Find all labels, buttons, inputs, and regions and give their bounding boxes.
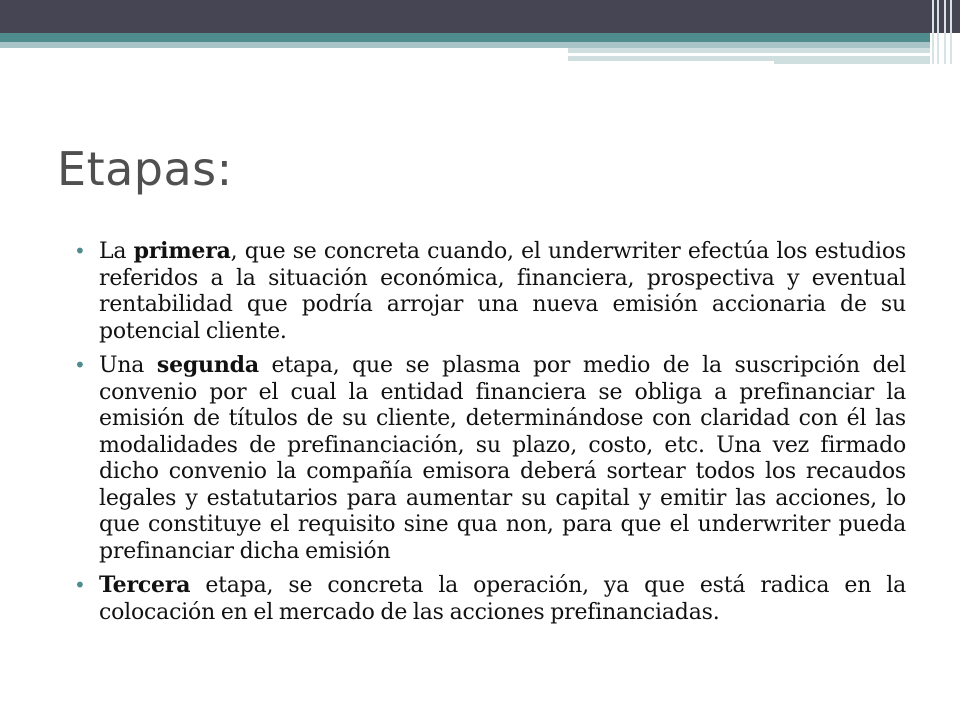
bullet-item xyxy=(74,352,906,565)
slide-content xyxy=(74,238,906,633)
bullet-item xyxy=(74,572,906,626)
header-stripe xyxy=(568,61,774,64)
bullet-text: Una segunda etapa, que se plasma por medio de la suscripción del convenio por el cual la entidad financiera se obliga a prefinanciar la emisión de títulos de su cliente, determinándose con claridad con él las modalidades de prefinanciación, su plazo, costo, etc. Una vez firmado dicho convenio la compañía emisora deberá sortear todos los recaudos legales y estatutarios para aumentar su capital y emitir las acciones, lo que constituye el requisito sine qua non, para que el underwriter pueda prefinanciar dicha emisión xyxy=(99,352,907,564)
bullet-item xyxy=(74,238,906,345)
bullet-icon: • xyxy=(74,353,86,377)
bullet-text: Tercera etapa, se concreta la operación, ya que está radica en la colocación en el mercado de las acciones prefinanciadas. xyxy=(99,572,906,625)
header-vertical-line xyxy=(932,0,934,64)
header-vertical-line xyxy=(937,0,939,64)
bullet-icon: • xyxy=(74,573,86,597)
header-vertical-line xyxy=(944,0,946,64)
slide-title: Etapas: xyxy=(57,142,233,196)
bullet-text: La primera, que se concreta cuando, el underwriter efectúa los estudios referidos a la situación económica, financiera, prospectiva y eventual rentabilidad que podría arrojar una nueva emisión accionaria de su potencial cliente. xyxy=(99,238,906,344)
header-vertical-line xyxy=(950,0,952,64)
header-teal-band xyxy=(0,33,930,42)
header-dark-bar xyxy=(0,0,960,33)
bullet-icon: • xyxy=(74,239,86,263)
